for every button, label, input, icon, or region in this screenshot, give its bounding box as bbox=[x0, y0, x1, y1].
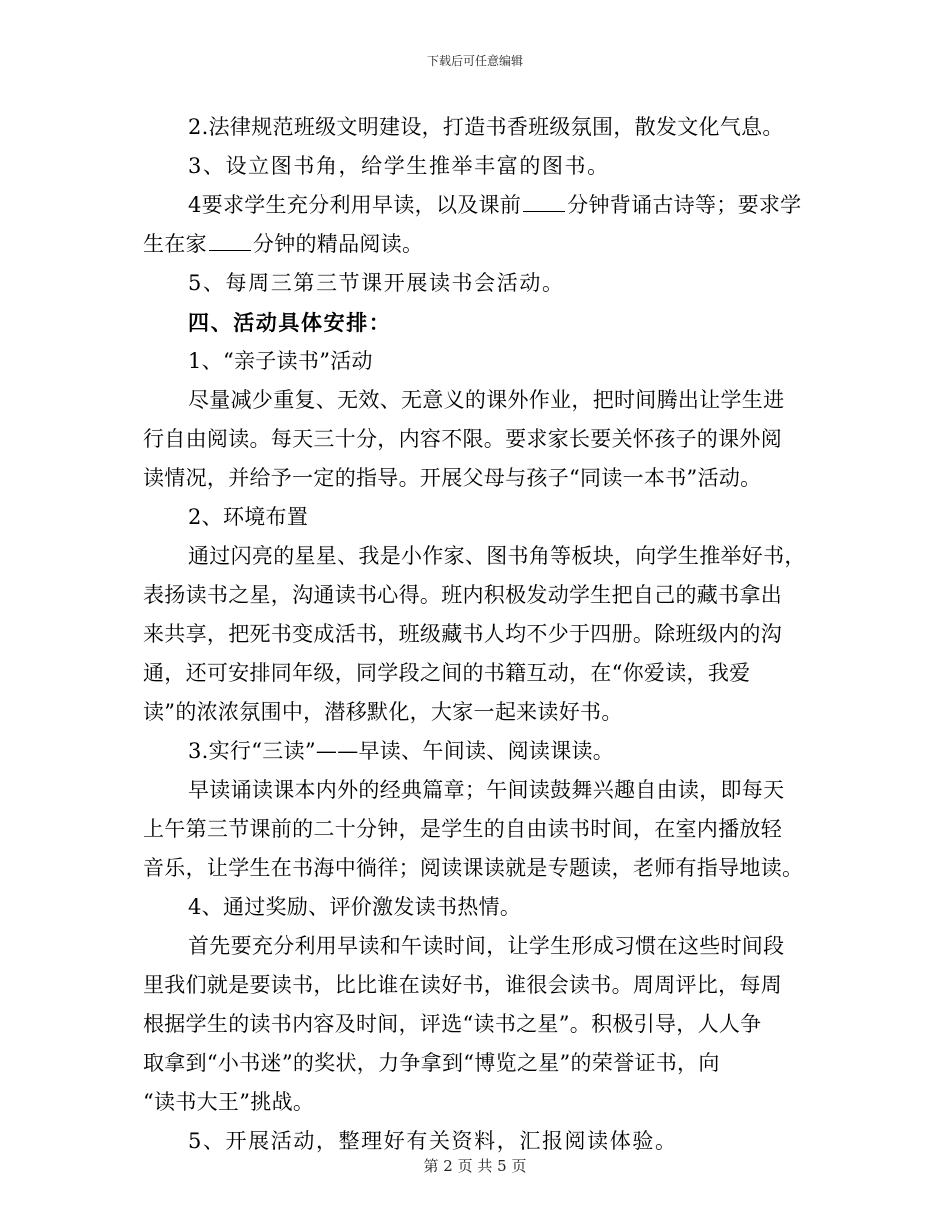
text-line: 3.实行“三读”——早读、午间读、阅读课读。 bbox=[188, 739, 615, 763]
page-footer: 第 2 页 共 5 页 bbox=[423, 1157, 527, 1175]
text-line: 2、环境布置 bbox=[188, 505, 309, 529]
text-line bbox=[143, 225, 813, 264]
text-line: 3、设立图书角，给学生推举丰富的图书。 bbox=[188, 154, 610, 178]
text-line: 首先要充分利用早读和午读时间，让学生形成习惯在这些时间段 bbox=[188, 934, 785, 958]
text-line: 读”的浓浓氛围中，潜移默化，大家一起来读好书。 bbox=[143, 700, 623, 724]
text-line: 行自由阅读。每天三十分，内容不限。要求家长要关怀孩子的课外阅 bbox=[143, 427, 782, 451]
text-line: 四、活动具体安排： bbox=[188, 310, 392, 335]
text-line: 通过闪亮的星星、我是小作家、图书角等板块，向学生推举好书， bbox=[188, 544, 806, 568]
fill-in-blank bbox=[523, 191, 565, 212]
text-line: 1、“亲子读书”活动 bbox=[188, 349, 373, 373]
text-line: 尽量减少重复、无效、无意义的课外作业，把时间腾出让学生进 bbox=[188, 388, 785, 412]
text-line: 5、开展活动，整理好有关资料，汇报阅读体验。 bbox=[188, 1129, 678, 1153]
text-line: “读书大王”挑战。 bbox=[143, 1090, 315, 1114]
text-line bbox=[143, 186, 813, 225]
fill-in-blank bbox=[209, 230, 251, 251]
text-line: 表扬读书之星，沟通读书心得。班内积极发动学生把自己的藏书拿出 bbox=[143, 583, 782, 607]
text-line: 读情况，并给予一定的指导。开展父母与孩子“同读一本书”活动。 bbox=[143, 466, 762, 490]
text-segment: 生在家 bbox=[143, 232, 207, 256]
document-body bbox=[143, 108, 813, 1161]
text-line: 早读诵读课本内外的经典篇章；午间读鼓舞兴趣自由读，即每天 bbox=[188, 778, 785, 802]
text-segment: 分钟的精品阅读。 bbox=[252, 232, 424, 256]
text-segment: 4要求学生充分利用早读，以及课前 bbox=[188, 193, 522, 217]
text-segment: 分钟背诵古诗等；要求学 bbox=[567, 193, 802, 217]
text-line: 根据学生的读书内容及时间，评选“读书之星”。积极引导，人人争 bbox=[143, 1012, 762, 1036]
text-line: 来共享，把死书变成活书，班级藏书人均不少于四册。除班级内的沟 bbox=[143, 622, 782, 646]
page-header: 下载后可任意编辑 bbox=[426, 54, 523, 68]
text-line: 取拿到“小书迷”的奖状，力争拿到“博览之星”的荣誉证书，向 bbox=[143, 1051, 720, 1075]
text-line: 5、每周三第三节课开展读书会活动。 bbox=[188, 271, 565, 295]
text-line: 2.法律规范班级文明建设，打造书香班级氛围，散发文化气息。 bbox=[188, 115, 784, 139]
text-line: 音乐，让学生在书海中徜徉；阅读课读就是专题读，老师有指导地读。 bbox=[143, 856, 804, 880]
text-line: 通，还可安排同年级，同学段之间的书籍互动，在“你爱读，我爱 bbox=[143, 661, 751, 685]
text-line: 上午第三节课前的二十分钟，是学生的自由读书时间，在室内播放轻 bbox=[143, 817, 782, 841]
text-line: 4、通过奖励、评价激发读书热情。 bbox=[188, 895, 522, 919]
text-line: 里我们就是要读书，比比谁在读好书，谁很会读书。周周评比，每周 bbox=[143, 973, 782, 997]
